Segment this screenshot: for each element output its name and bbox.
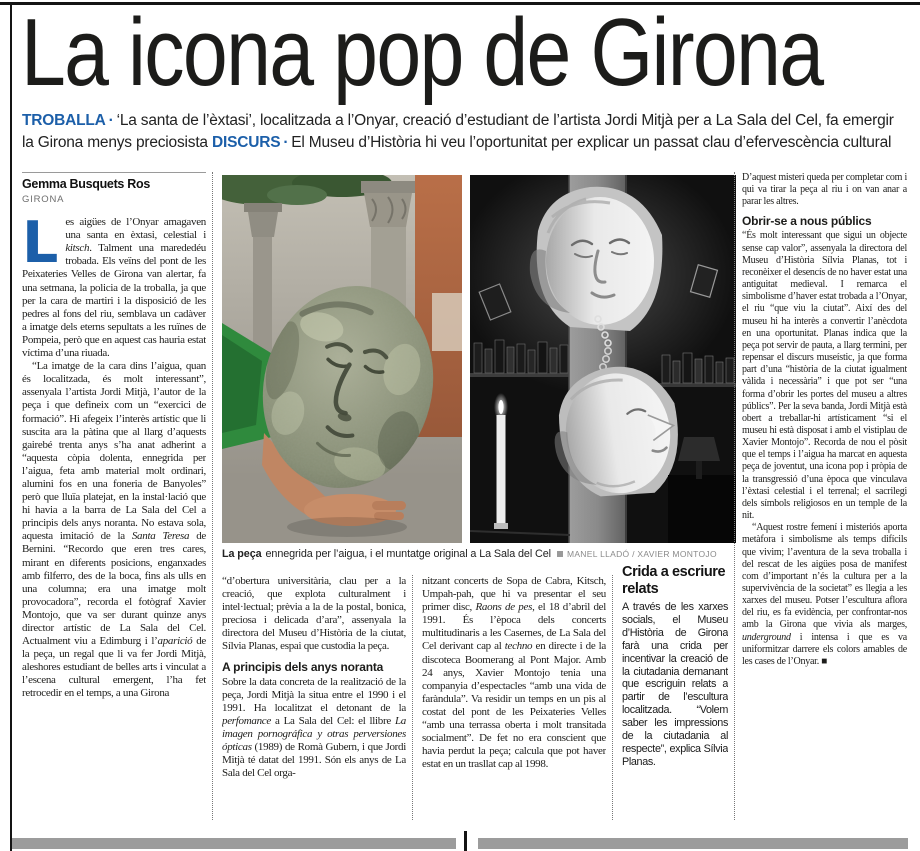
caption-lead: La peça (222, 548, 262, 560)
caption-text: ennegrida per l’aigua, i el muntatge original a La Sala del Cel (265, 548, 551, 560)
bottom-divider-line (464, 831, 467, 851)
photo-found-sculpture-graphic (222, 175, 462, 543)
kicker (22, 110, 904, 154)
article-column-1 (22, 172, 206, 820)
kicker-text-2: El Museu d’Història hi veu l’oportunitat per explicar un passat clau d’efervescència cultural (291, 134, 892, 151)
col1-paragraph-1 (22, 210, 206, 360)
byline-author: Gemma Busquets Ros (22, 177, 150, 191)
photo-caption (222, 548, 736, 560)
col5-paragraph-3: “Aquest rostre femení i misteriós aporta metàfora i simbolisme als temps difícils que vivim; l’aventura de la seva troballa i del rescat de les aigües posa de manifest com d’important n’és la cultura per a la supervivència de la societat” es llegia a les xarxes del museu. Potser l’escultura aflora del riu, es fa evidència, per confrontar-nos amb la Girona que vivia als marges, underground i intensa i que es va uniformitzar darrere els colors amables de les cases de l’Onyar. ■ (742, 522, 907, 667)
photo-found-sculpture (222, 175, 462, 543)
page-left-rule (10, 2, 12, 851)
col2-paragraph-2: Sobre la data concreta de la realització de la peça, Jordi Mitjà la situa entre el 1990 i el 1991. Ha localitzat el detonant de la perfomance a La Sala del Cel: el llibre La imagen pornográfica y otras perversiones ópticas (1989) de Romà Gubern, i que Jordi Mitjà té datat del 1991. Són els anys de La Sala del Cel orga- (222, 675, 406, 780)
col5-subhead: Obrir-se a nous públics (742, 214, 872, 229)
article-headline: La icona pop de Girona (21, 0, 823, 106)
col5-paragraph-2: “És molt interessant que sigui un objecte sense cap valor”, assenyala la directora del Museu d’Història Sílvia Planas, tot i reconèixer el desencís de no haver estat una antiguitat medieval. I remarca el simbolisme d’haver estat trobada a l’Onyar, el riu “que viu la ciutat”. Així des del museu hi ha interès a convertir l’anècdota en una oportunitat. Planas indica que la peça pot servir de pauta, a llarg termini, per repensar el discurs museístic, ja que forma part d’una “història de la ciutat igualment vàlida i necessària” i que pot ser “una forma d’obrir les portes del museu a altres públics”. Per la seva banda, Jordi Mitjà està obert a treballar-hi artísticament “si el museu hi està disposat i amb el vistiplau de Xavier Montojo”. Recorda de nou el pòsit que el temps i l’aigua ha marcat en aquesta peça de joventut, una icona pop i pròpia de la transgressió d’una època que vinculava l’èxtasi celestial i el terrenal; el sacrilegi dels símbols religiosos en un temple de la nit. (742, 230, 907, 522)
bottom-bar-right (478, 838, 908, 849)
article-column-5 (742, 172, 907, 822)
col2-subhead: A principis dels anys noranta (222, 659, 384, 674)
sidebar-body: A través de les xarxes socials, el Museu d’Història de Girona farà una crida per incentivar la creació de la ciutadania demanant que escriguin relats a partir de l’escultura localitzada. “Volem saber les impressions de la ciutadania al respecte”, explica Sílvia Planas. (622, 601, 728, 768)
byline-location: GIRONA (22, 194, 65, 205)
square-icon (557, 551, 563, 557)
col2-paragraph-1: “d’obertura universitària, clau per a la creació, que explota culturalment i intel·lectual; prèvia a la de la postal, bonica, preciosa i delicada d’ara”, assenyala la directora del Museu d’Història de la ciutat, Sílvia Planas, espai que custodia la peça. (222, 575, 406, 653)
kicker-dot-2: · (283, 134, 289, 151)
article-column-3 (422, 575, 606, 819)
byline (22, 173, 206, 206)
col5-paragraph-1: D’aquest misteri queda per completar com i qui va tirar la peça al riu i on van anar a parar les altres. (742, 172, 907, 208)
kicker-tag-discurs: DISCURS (211, 134, 281, 151)
bottom-bar-left (12, 838, 456, 849)
col3-paragraph-1: nitzant concerts de Sopa de Cabra, Kitsch, Umpah-pah, que hi va presentar el seu primer disc, Raons de pes, el 18 d’abril del 1991. És l’època dels concerts multitudinaris a les Casernes, de La Sala del Cel derivant cap al techno en directe i de la discoteca Boomerang al Pont Major. Amb 24 anys, Xavier Montojo tenia una companyia d’espectacles “amb una vida de faràndula”. Va residir un temps en un pis al costat del pont de les Peixateries Velles “amb una terrassa oberta i molt transitada socialment”. De fet no era conscient que havia perdut la peça; calcula que pot haver estat en un trasllat cap al 1998. (422, 575, 606, 771)
kicker-tag-troballa: TROBALLA (22, 112, 106, 129)
col1-paragraph-1-text: es aigües de l’Onyar amagaven una santa en èxtasi, celestial i kitsch. Talment una marededéu trobada. Els veïns del pont de les Peixateries Velles de Girona van alertar, fa una setmana, la policia de la troballa, ja que per la cara de martiri i la disposició de les pedres al fons del riu, semblava un cadàver a imatge dels eterns sepultats a les ruïnes de Pompeia, però que en aquest cas hauria estat víctima d’una riuada. (22, 216, 206, 360)
photo-original-installation (470, 175, 736, 543)
column-divider-1 (212, 172, 213, 820)
column-divider-4 (734, 172, 735, 820)
sidebar-title: Crida a escriure relats (622, 564, 726, 597)
column-divider-3 (612, 575, 613, 820)
col1-paragraph-2: “La imatge de la cara dins l’aigua, quan és localitzada, és molt interessant”, assenyala l’artista Jordi Mitjà, l’autor de la peça i que defineix com un “exercici de formació”. Hi afegeix l’interès artístic que li suscita ara la pàtina que al llarg d’aquests gairebé trenta anys s’ha anat adherint a “aquesta còpia dolenta, ennegrida per l’aigua, feta amb material molt ordinari, alumini fos en una foneria de Banyoles” però que lluïa platejat, en la instal·lació que hi havia a la barra de La Sala del Cel a principis dels anys noranta. No estava sola, aquesta imitació de la Santa Teresa de Bernini. “Recordo que eren tres cares, mirant en diferents posicions, enganxades amb filferro, des de la boca, fins als ulls en una columna; era una imatge molt provocadora”, recorda el fotògraf Xavier Montojo, que va ser durant quinze anys director artístic de La Sala del Cel. Actualment viu a Edimburg i l’aparició de la peça, un regal que li va fer Jordi Mitjà, aleshores estudiant de belles arts i vinculat a l’escena cultural emergent, l’ha fet retrocedir en el temps, a una Girona (22, 360, 206, 700)
caption-credit: MANEL LLADÓ / XAVIER MONTOJO (566, 549, 717, 559)
kicker-text-1: ‘La santa de l’èxtasi’, localitzada a l’Onyar, creació d’estudiant de l’artista Jordi Mitjà per a La Sala del Cel, fa emergir la Girona menys preciosista (22, 112, 894, 151)
photo-original-installation-graphic (470, 175, 736, 543)
column-divider-2 (412, 575, 413, 820)
sidebar-crida (622, 564, 728, 820)
kicker-dot-1: · (108, 112, 114, 129)
drop-cap: L (22, 210, 59, 277)
article-column-2 (222, 575, 406, 819)
